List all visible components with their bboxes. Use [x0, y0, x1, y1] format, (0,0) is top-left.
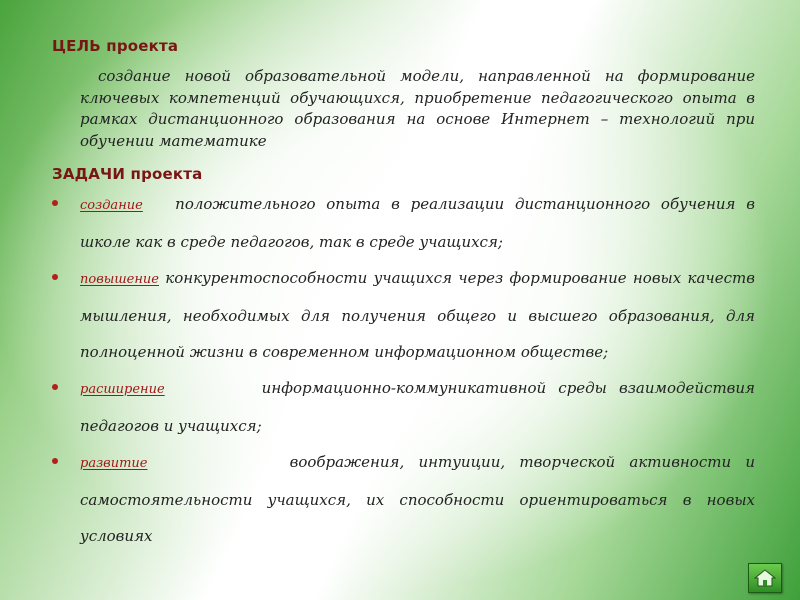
- list-item: [50, 444, 755, 554]
- list-item: [50, 260, 755, 370]
- task-keyword: расширение: [80, 382, 165, 397]
- list-item: [50, 186, 755, 260]
- bullet-icon: [52, 384, 58, 390]
- bullet-icon: [52, 200, 58, 206]
- tasks-heading: ЗАДАЧИ проекта: [52, 165, 203, 183]
- task-text: информационно-коммуникативной среды взаимодействия педагогов и учащихся;: [80, 379, 755, 435]
- task-text: конкурентоспособности учащихся через формирование новых качеств мышления, необходимых для получения общего и высшего образования, для полноценной жизни в современном информационном обществе;: [80, 269, 755, 361]
- task-keyword: создание: [80, 198, 143, 213]
- bullet-icon: [52, 274, 58, 280]
- tasks-list: [50, 186, 755, 554]
- goal-heading: ЦЕЛЬ проекта: [52, 37, 179, 55]
- home-icon: [754, 569, 776, 587]
- bullet-icon: [52, 458, 58, 464]
- goal-text: создание новой образовательной модели, направленной на формирование ключевых компетенций обучающихся, приобретение педагогического опыта в рамках дистанционного образования на основе Интернет – технологий при обучении математике: [80, 67, 755, 150]
- list-item: [50, 370, 755, 444]
- task-text: положительного опыта в реализации дистанционного обучения в школе как в среде педагогов, так в среде учащихся;: [80, 195, 755, 251]
- task-keyword: развитие: [80, 456, 148, 471]
- home-button[interactable]: [748, 563, 782, 593]
- task-text: воображения, интуиции, творческой активности и самостоятельности учащихся, их способности ориентироваться в новых условиях: [80, 453, 755, 545]
- task-keyword: повышение: [80, 272, 159, 287]
